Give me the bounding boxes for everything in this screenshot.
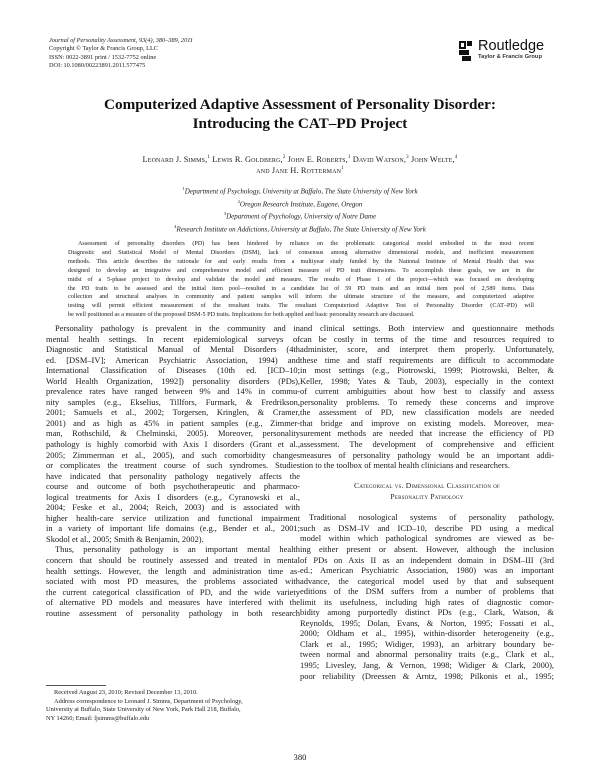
body-text-line: mental health settings. In recent epidemiological surveys of (46, 333, 300, 344)
body-text-line: Thus, personality pathology is an important mental health (55, 544, 300, 555)
body-text-line: tween normal and abnormal personality traits (e.g., Clark et al., (300, 649, 554, 660)
body-text-line: bidity among purportedly distinct PDs (e.g., Clark, Watson, & (300, 607, 554, 618)
body-text-line: such as DSM–IV and ICD–10, describe PD using a medical (300, 522, 554, 533)
abstract-line: methods. This article describes the rationale for and early results from a multiyear study funded by the National Institute of Mental Health that was (68, 258, 534, 265)
body-text-line: Reynolds, 1995; Dolan, Evans, & Norton, 1995; Fossati et al., (300, 617, 554, 628)
affiliation-line: $^3$Department of Psychology, University of Notre Dame (223, 211, 377, 221)
affiliation-line: $^1$Department of Psychology, University at Buffalo, The State University of New York (182, 186, 418, 196)
page-number: 380 (293, 752, 307, 762)
body-column-right (300, 323, 554, 681)
body-text-line: poor reliability (Dreessen & Arntz, 1998; Pilkonis et al., 1995; (300, 670, 554, 681)
body-text-line: surement methods are needed that increase the efficiency of PD (300, 428, 554, 439)
body-text-line: 2001; Samuels et al., 2002; Torgersen, Kringlen, & Cramer, (46, 407, 300, 418)
body-text-line: personality problems. To remedy these concerns and improve (300, 396, 554, 407)
author-affiliation-mark: 4 (454, 155, 458, 160)
issn-line: ISSN: 0022-3891 print / 1532-7752 online (49, 53, 157, 61)
body-text-line: model within which pathological syndromes are viewed as be- (300, 533, 554, 544)
section-heading-line-1: Categorical vs. Dimensional Classification of (353, 481, 501, 491)
correspondence-line: Address correspondence to Leonard J. Simms, Department of Psychology, (54, 697, 243, 705)
routledge-logo-icon (458, 39, 474, 63)
author-affiliation-mark: 1 (347, 155, 351, 160)
body-text-line: 2004; Feske et al., 2004; Reich, 2003) and is associated with (46, 502, 300, 513)
body-text-line: Diagnostic and Statistical Manual of Mental Disorders (4th (46, 344, 300, 355)
body-text-line: and clinical settings. Both interview and questionnaire methods (300, 323, 554, 333)
body-text-line: Traditional nosological systems of personality pathology, (309, 512, 554, 523)
body-column-left (46, 323, 300, 618)
abstract-line: the PD traits to be assessed and the initial item pool—resulted in a candidate list of 59 PD traits and an initial item pool of 2,589 items. Data (68, 285, 534, 292)
author-name: John Welte, (410, 154, 455, 164)
doi-line: DOI: 10.1080/00223891.2011.577475 (49, 61, 146, 69)
body-text-line: that bridge and improve on existing models. Moreover, mea- (300, 417, 554, 428)
author-list-line-2 (40, 163, 560, 176)
body-text-line: 1995; Livesley, Jang, & Vernon, 1998; Widiger & Clark, 2000), (300, 660, 554, 670)
received-dates: Received August 23, 2010; Revised December 13, 2010. (54, 689, 198, 696)
article-title-line-1: Computerized Adaptive Assessment of Personality Disorder: (104, 96, 496, 113)
body-column-right-intro (300, 323, 554, 471)
abstract-line: testing will permit efficient measurement of the resultant traits. The resultant Computerized Adaptive Test of Personality Disorder (CAT–PD) will (68, 303, 534, 310)
affiliation-line: $^2$Oregon Research Institute, Eugene, Oregon (237, 198, 363, 208)
body-text-line: logical treatments for Axis I disorders (e.g., Cyranowski et al., (46, 491, 300, 502)
body-text-line: pathology is highly comorbid with Axis I disorders (Grant et al., (46, 439, 300, 450)
body-text-line: 2005; Zimmerman et al., 2005), and such comorbidity changes (46, 449, 300, 460)
body-text-line: limit its usefulness, including high rates of diagnostic comor- (300, 596, 554, 607)
body-text-line: of current ambiguities about how best to classify and assess (300, 386, 554, 397)
correspondence-line: University at Buffalo, State University of New York, Park Hall 218, Buffalo, (46, 706, 241, 714)
affiliation-line: $^4$Research Institute on Addictions, University at Buffalo, The State University of New York (174, 223, 426, 234)
abstract-line: midst of a 5-phase project to develop and validate the model and measure. The results of Phase 1 of the project—which was focused on developing (68, 276, 534, 283)
body-text-line: health settings. However, the length and administration time as- (46, 565, 300, 576)
publisher-name: Routledge (478, 38, 545, 54)
journal-metadata (49, 37, 193, 70)
abstract-line: be well positioned as a measure of the proposed DSM-5 PD traits. Implications for both applied and basic personality research are discussed. (68, 312, 415, 319)
author-name: David Watson, (352, 154, 407, 164)
body-text-line: man, Rothschild, & Chelminski, 2005). Moreover, personality (46, 428, 300, 439)
body-column-right-section (300, 512, 554, 681)
body-text-line: World Health Organization, 1992]) personality disorders (PDs), (46, 375, 300, 386)
abstract-line: designed to develop an integrative and comprehensive model and efficient measure of PD trait dimensions. To accomplish these goals, we are in the (68, 267, 534, 274)
body-text-line: ed.; American Psychiatric Association, 1980) was an important (300, 565, 554, 576)
author-affiliation-mark: 2 (282, 155, 286, 160)
author-name: Lewis R. Goldberg, (212, 154, 283, 164)
abstract-line: collection and structural analyses in community and patient samples will inform the ultimate structure of the measure, and computerized adaptive (68, 294, 534, 301)
publisher-tagline: Taylor & Francis Group (478, 54, 542, 60)
abstract (68, 240, 534, 320)
body-text-line: concern that should be routinely assessed and treated in mental (46, 555, 300, 566)
abstract-line: Assessment of personality disorders (PD) has been hindered by reliance on the problematic categorical model embodied in the most recent (78, 241, 534, 247)
author-name: John E. Roberts, (287, 154, 348, 164)
body-text-line: Personality pathology is prevalent in the community and in (55, 323, 300, 333)
footnotes (46, 689, 302, 723)
body-text-line: editions of the DSM suffers from a number of problems that (300, 586, 554, 597)
body-text-line: the assessment of PD, new classification models are needed (300, 407, 554, 418)
copyright-line: Copyright © Taylor & Francis Group, LLC (49, 45, 158, 53)
abstract-line: Diagnostic and Statistical Model of Mental Disorders (DSM), lack of consensus among alternative dimensional models, and inefficient measurement (68, 249, 534, 256)
body-text-line: ed. [DSM–IV]; American Psychiatric Association, 1994) and (46, 354, 300, 365)
body-text-line: tion to the toolbox of mental health clinicians and researchers. (300, 460, 510, 471)
body-text-line: Skodol et al., 2005; Smith & Benjamin, 2002). (46, 533, 204, 544)
body-text-line: nity samples (e.g., Ekselius, Tillfors, Furmark, & Fredrikson, (46, 396, 300, 407)
body-text-line: routine assessment of personality pathology in both research (46, 607, 300, 618)
body-text-line: administer, score, and interpret them properly. Unfortunately, (300, 344, 554, 355)
body-text-line: these time and staff requirements are difficult to accommodate (300, 354, 554, 365)
correspondence-line: NY 14260; Email: ljsimms@buffalo.edu (46, 714, 150, 722)
body-text-line: of PDs on Axis II as an independent domain in DSM–III (3rd (300, 554, 554, 565)
body-text-line: higher health-care service utilization and functional impairment (46, 512, 300, 523)
body-text-line: advance, the categorical model used by that and subsequent (300, 575, 554, 586)
body-text-line: course and outcome of both psychotherapeutic and pharmaco- (46, 481, 300, 492)
section-heading-line-2: Personality Pathology (390, 491, 464, 501)
paragraph-gap (300, 502, 554, 513)
body-text-line: assessment. The development of comprehensive and efficient (300, 439, 554, 450)
body-text-line: 2001) and as high as 45% in patient samples (e.g., Zimmer- (46, 417, 300, 428)
body-text-line: in most settings (e.g., Piotrowski, 1999; Piotrowski, Belter, & (300, 365, 554, 376)
body-text-line: the current categorical classification of PD, and the wide variety (46, 586, 300, 597)
body-text-line: Keller, 1998; Yates & Taub, 2003), especially in the context (300, 375, 554, 386)
author-affiliation-mark: 3 (406, 155, 409, 160)
publisher-logo (458, 38, 558, 68)
journal-citation: Journal of Personality Assessment, 93(4), 380–389, 2011 (49, 37, 194, 44)
body-text-line: Clark et al., 1995; Widiger, 1993), an arbitrary boundary be- (300, 638, 554, 649)
body-text-line: in a variety of important life domains (e.g., Bender et al., 2001; (46, 523, 300, 534)
body-text-line: 2000; Oldham et al., 1995), within-disorder heterogeneity (e.g., (300, 628, 554, 639)
body-text-line: of alternative PD models and measures have interfered with the (46, 597, 300, 608)
author-affiliation-mark: 1 (207, 155, 210, 160)
author-affiliation-mark: 1 (341, 166, 344, 171)
body-text-line: or complicates the treatment course of such syndromes. Studies (46, 460, 300, 471)
body-text-line: measures of personality pathology would be an important addi- (300, 449, 554, 460)
body-text-line: International Classification of Diseases (10th ed. [ICD–10; (46, 365, 300, 376)
paragraph-gap (300, 471, 554, 482)
body-text-line: sociated with most PD measures, the problems associated with (46, 576, 300, 587)
author-name: Leonard J. Simms, (142, 154, 208, 164)
body-text-line: have indicated that personality pathology negatively affects the (46, 470, 300, 481)
affiliations (40, 184, 560, 235)
author-name: and Jane H. Rotterman (256, 165, 342, 175)
footnote-divider (46, 685, 106, 686)
article-title-line-2: Introducing the CAT–PD Project (192, 115, 408, 132)
body-text-line: ing either present or absent. However, although the inclusion (300, 543, 554, 554)
body-text-line: can be costly in terms of the time and resources required to (300, 333, 554, 344)
body-text-line: prevalence rates have ranged between 9% and 14% in commu- (46, 386, 300, 397)
